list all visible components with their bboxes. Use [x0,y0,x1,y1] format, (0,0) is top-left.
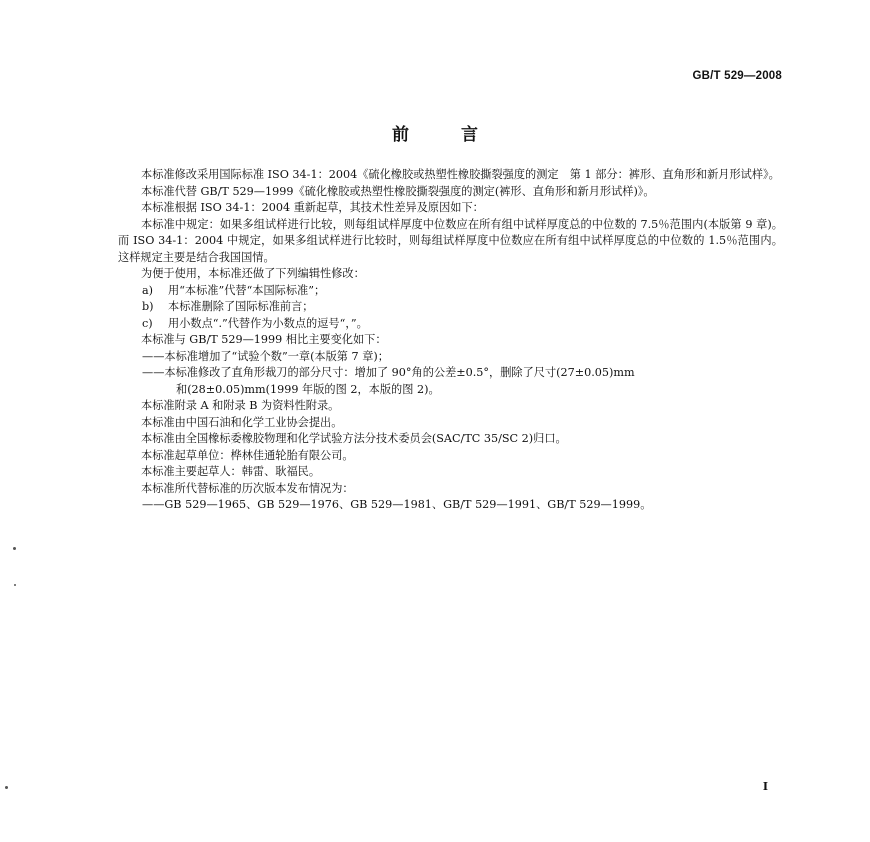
paragraph-drafting-basis: 本标准根据 ISO 34-1：2004 重新起草，其技术性差异及原因如下： [141,201,484,214]
change-item: ——本标准增加了“试验个数”一章(本版第 7 章)； [142,349,389,363]
list-item-text: 用小数点“.”代替作为小数点的逗号“，”。 [168,316,368,330]
paragraph-technical-differences: 本标准中规定：如果多组试样进行比较，则每组试样厚度中位数应在所有组中试样厚度总的中位数的 7.5％范围内(本版第 9 章)。而 ISO 34-1：2004 中规定，如果多组试样进行比较时，则每组试样厚度中位数应在所有组中试样厚度总的中位数的 1.5％范围内。这样规定主要是结合我国国情。 [118,217,783,264]
history-list: ——GB 529—1965、GB 529—1976、GB 529—1981、GB/T 529—1991、GB/T 529—1999。 [142,498,652,511]
scan-speck [5,786,8,789]
paragraph-committee: 本标准由全国橡标委橡胶物理和化学试验方法分技术委员会(SAC/TC 35/SC 2)归口。 [141,432,567,445]
list-item-label: a) [142,283,154,297]
paragraph-editorial-intro: 为便于使用，本标准还做了下列编辑性修改： [141,267,365,280]
page-title: 前言 [392,125,530,145]
list-item-label: c) [142,316,153,330]
scan-speck [14,584,16,586]
list-item-label: b) [142,300,154,313]
standard-code: GB/T 529—2008 [692,70,782,82]
change-item: ——本标准修改了直角形裁刀的部分尺寸：增加了 90°角的公差±0.5°，删除了尺寸(27±0.05)mm [142,366,635,379]
paragraph-replaces: 本标准代替 GB/T 529—1999《硫化橡胶或热塑性橡胶撕裂强度的测定(裤形、直角形和新月形试样)》。 [141,184,655,198]
paragraph-proposer: 本标准由中国石油和化学工业协会提出。 [141,415,343,429]
list-item-text: 本标准删除了国际标准前言； [168,300,314,313]
change-item-continuation: 和(28±0.05)mm(1999 年版的图 2，本版的图 2)。 [176,382,440,396]
paragraph-drafters: 本标准主要起草人：韩雷、耿福民。 [141,465,321,478]
list-item [142,299,783,316]
page-number: I [762,780,768,793]
paragraph-changes-intro: 本标准与 GB/T 529—1999 相比主要变化如下： [141,333,387,346]
paragraph-drafting-org: 本标准起草单位：桦林佳通轮胎有限公司。 [141,448,354,462]
list-item [142,316,783,333]
scan-speck [13,547,16,550]
paragraph-history-intro: 本标准所代替标准的历次版本发布情况为： [141,481,354,495]
foreword-body [118,167,783,514]
paragraph-adoption: 本标准修改采用国际标准 ISO 34-1：2004《硫化橡胶或热塑性橡胶撕裂强度的测定 第 1 部分：裤形、直角形和新月形试样》。 [141,168,780,181]
paragraph-annexes: 本标准附录 A 和附录 B 为资料性附录。 [141,399,340,412]
list-item-text: 用“本标准”代替“本国际标准”； [168,283,326,297]
list-item [142,283,783,300]
